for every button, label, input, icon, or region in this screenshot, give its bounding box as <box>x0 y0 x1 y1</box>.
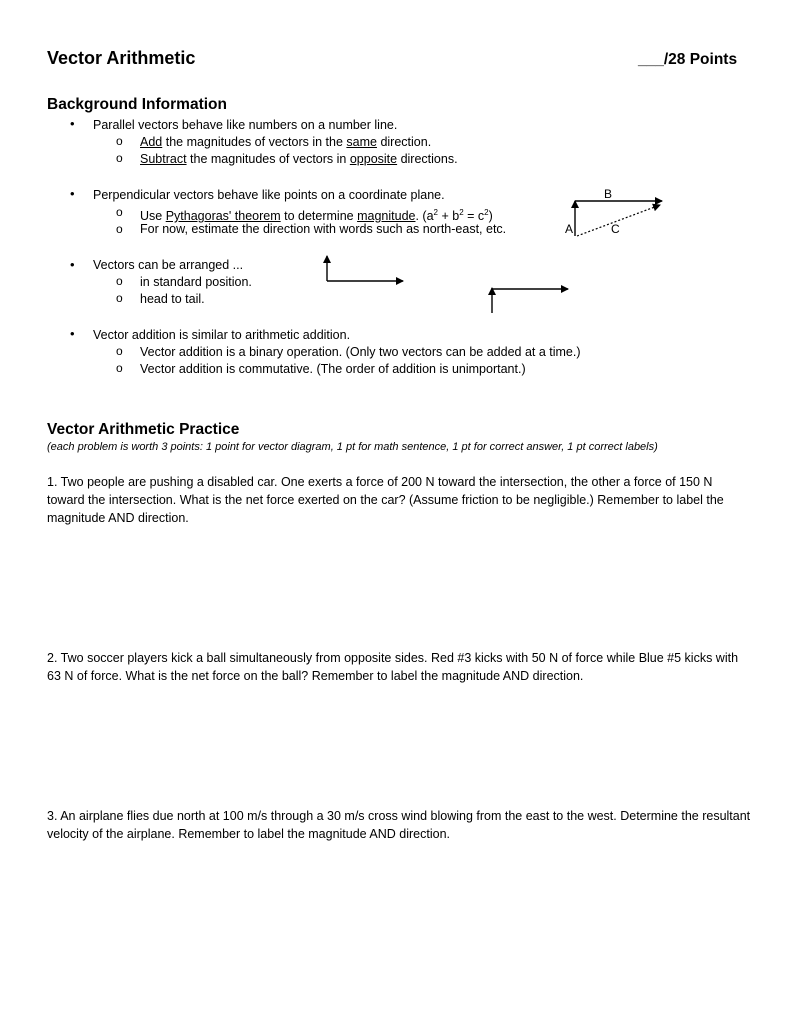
background-heading: Background Information <box>47 96 227 113</box>
arranged-bullet: Vectors can be arranged ... <box>93 258 244 272</box>
sub-bullet: o <box>116 361 123 375</box>
label-a: A <box>565 222 574 236</box>
bullet-dot: • <box>70 186 75 201</box>
subtract-end: directions. <box>397 152 458 166</box>
same-word: same <box>346 135 377 149</box>
question-3: 3. An airplane flies due north at 100 m/s through a 30 m/s cross wind blowing from the east to the west. Determine the resultant velocity of the airplane. Remember to label the magnitude AND direction. <box>47 809 751 841</box>
formula-part: = c <box>463 209 485 224</box>
add-end: direction. <box>376 135 432 149</box>
head-to-tail: head to tail. <box>140 292 205 306</box>
to-determine: to determine <box>280 209 358 224</box>
magnitude-term: magnitude <box>357 209 416 224</box>
bullet-dot: • <box>70 116 75 131</box>
add-mid: the magnitudes of vectors in the <box>162 135 347 149</box>
page-title: Vector Arithmetic <box>47 48 196 68</box>
sub-bullet: o <box>116 151 123 165</box>
estimate-line: For now, estimate the direction with words such as north-east, etc. <box>140 222 507 236</box>
formula-part: ) <box>488 209 493 224</box>
binary-operation: Vector addition is a binary operation. (Only two vectors can be added at a time.) <box>140 345 581 359</box>
exponent: 2 <box>459 208 464 217</box>
vector-c <box>577 205 660 236</box>
opposite-word: opposite <box>349 152 398 166</box>
bullet-dot: • <box>70 326 75 341</box>
sub-bullet: o <box>116 291 123 305</box>
question-2: 2. Two soccer players kick a ball simultaneously from opposite sides. Red #3 kicks with 50 N of force while Blue #5 kicks with 63 N of force. What is the net force on the ball? Remember to label the magnitude AND direction. <box>47 651 739 683</box>
label-b: B <box>604 187 613 201</box>
practice-heading: Vector Arithmetic Practice <box>47 421 240 438</box>
perpendicular-bullet: Perpendicular vectors behave like points on a coordinate plane. <box>93 188 445 202</box>
practice-note: (each problem is worth 3 points: 1 point for vector diagram, 1 pt for math sentence, 1 pt for correct answer, 1 pt correct labels) <box>47 441 658 453</box>
sub-bullet: o <box>116 344 123 358</box>
add-word: Add <box>140 135 163 149</box>
exponent: 2 <box>484 208 489 217</box>
formula-part: + b <box>437 209 460 224</box>
subtract-word: Subtract <box>140 152 187 166</box>
points-total: ___/28 Points <box>638 51 738 68</box>
label-c: C <box>611 222 620 236</box>
bullet-dot: • <box>70 257 75 272</box>
parallel-bullet: Parallel vectors behave like numbers on a number line. <box>93 118 398 132</box>
addition-bullet: Vector addition is similar to arithmetic addition. <box>93 328 351 342</box>
sub-bullet: o <box>116 205 123 219</box>
question-1: 1. Two people are pushing a disabled car. One exerts a force of 200 N toward the intersection, the other a force of 150 N toward the intersection. What is the net force exerted on the car? (Assume friction to be negligible.) Remember to label the magnitude AND direction. <box>47 475 724 525</box>
commutative: Vector addition is commutative. (The order of addition is unimportant.) <box>140 362 526 376</box>
sub-bullet: o <box>116 222 123 236</box>
exponent: 2 <box>433 208 438 217</box>
pythagoras-term: Pythagoras' theorem <box>165 209 281 224</box>
standard-position: in standard position. <box>140 275 252 289</box>
sub-bullet: o <box>116 134 123 148</box>
formula-part: . (a <box>415 209 434 224</box>
subtract-mid: the magnitudes of vectors in <box>186 152 350 166</box>
sub-bullet: o <box>116 274 123 288</box>
use-word: Use <box>140 209 166 224</box>
